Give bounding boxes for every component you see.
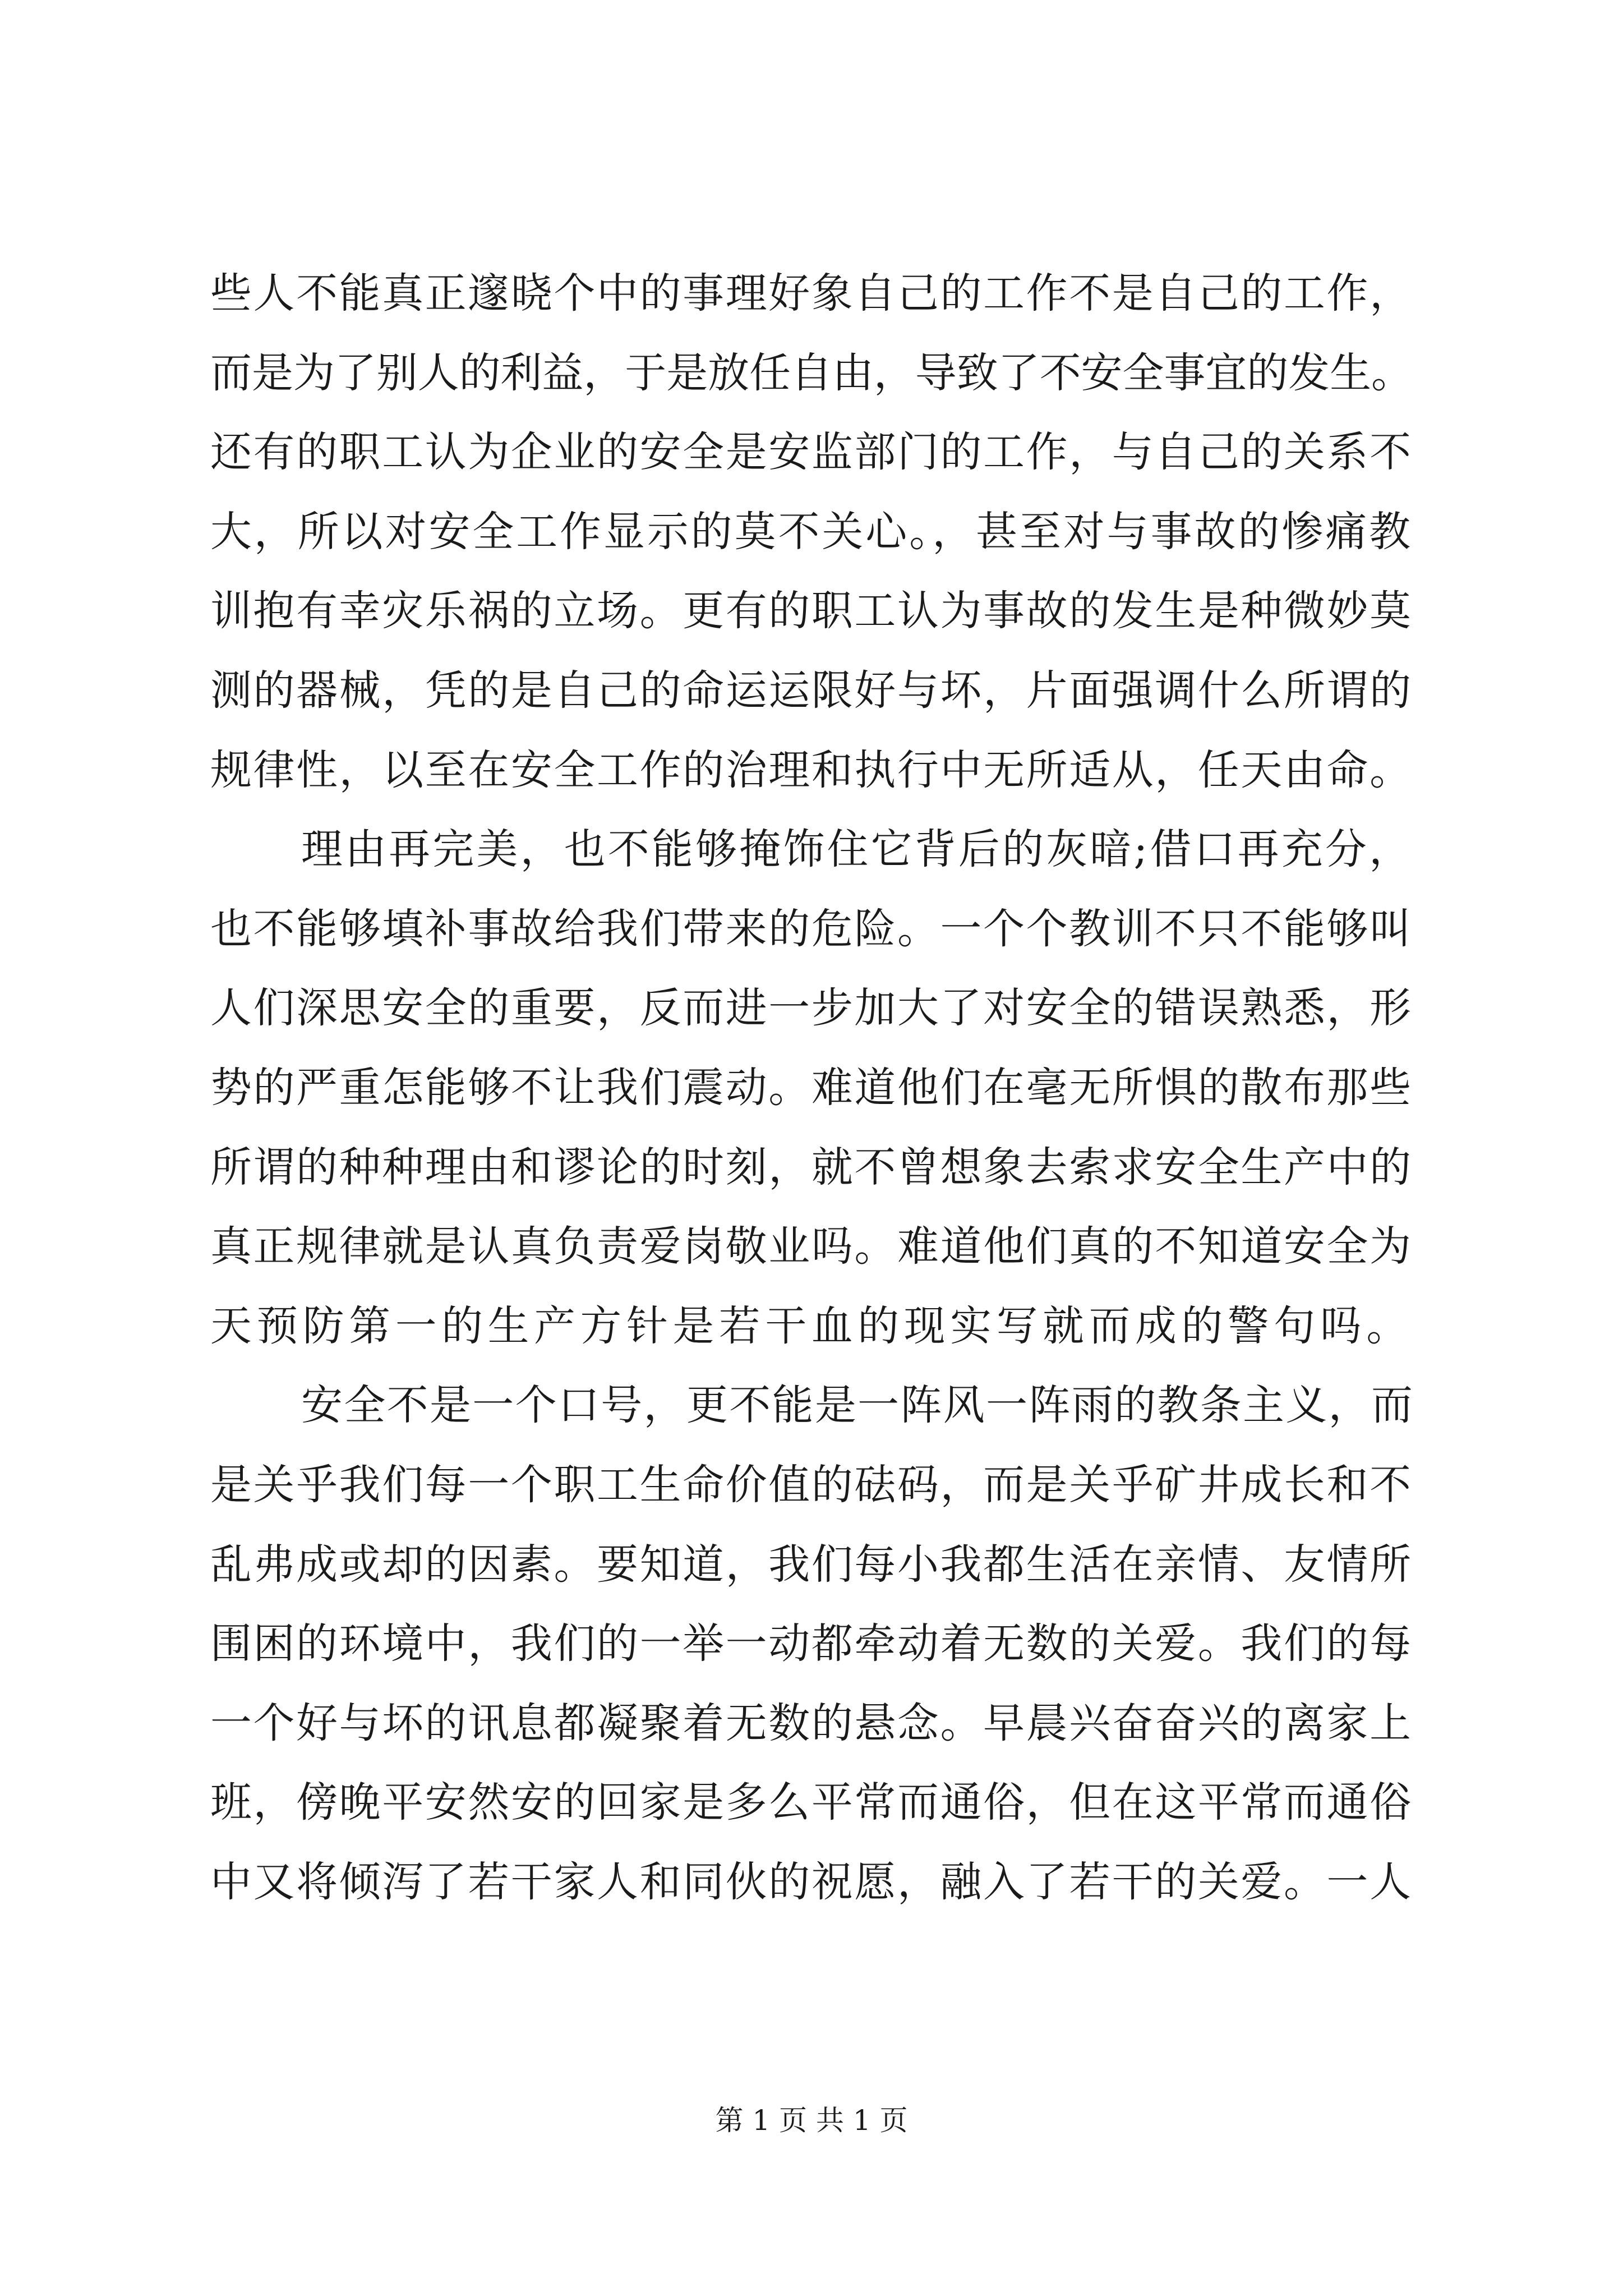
text-line: 大，所以对安全工作显示的莫不关心。，甚至对与事故的惨痛教 xyxy=(210,508,1413,556)
text-line: 还有的职工认为企业的安全是安监部门的工作，与自己的关系不 xyxy=(210,428,1413,476)
text-line: 规律性，以至在安全工作的治理和执行中无所适从，任天由命。 xyxy=(210,746,1413,794)
text-line: 安全不是一个口号，更不能是一阵风一阵雨的教条主义，而 xyxy=(301,1381,1414,1429)
text-line: 天预防第一的生产方针是若干血的现实写就而成的警句吗。 xyxy=(210,1302,1413,1350)
text-line: 乱弗成或却的因素。要知道，我们每小我都生活在亲情、友情所 xyxy=(210,1540,1413,1589)
text-line: 中又将倾泻了若干家人和同伙的祝愿，融入了若干的关爱。一人 xyxy=(210,1858,1413,1906)
text-line: 人们深思安全的重要，反而进一步加大了对安全的错误熟悉，形 xyxy=(210,984,1413,1032)
text-line: 训抱有幸灾乐祸的立场。更有的职工认为事故的发生是种微妙莫 xyxy=(210,587,1413,635)
text-line: 而是为了别人的利益，于是放任自由，导致了不安全事宜的发生。 xyxy=(210,349,1413,397)
text-line: 也不能够填补事故给我们带来的危险。一个个教训不只不能够叫 xyxy=(210,905,1413,953)
text-line: 围困的环境中，我们的一举一动都牵动着无数的关爱。我们的每 xyxy=(210,1619,1413,1668)
page-number: 第 1 页 共 1 页 xyxy=(715,2104,908,2137)
text-line: 真正规律就是认真负责爱岗敬业吗。难道他们真的不知道安全为 xyxy=(210,1222,1413,1271)
text-line: 理由再完美，也不能够掩饰住它背后的灰暗;借口再充分， xyxy=(301,825,1413,873)
text-line: 些人不能真正邃晓个中的事理好象自己的工作不是自己的工作， xyxy=(210,269,1413,318)
text-line: 是关乎我们每一个职工生命价值的砝码，而是关乎矿井成长和不 xyxy=(210,1461,1413,1509)
text-line: 势的严重怎能够不让我们震动。难道他们在毫无所惧的散布那些 xyxy=(210,1064,1413,1112)
text-line: 所谓的种种理由和谬论的时刻，就不曾想象去索求安全生产中的 xyxy=(210,1143,1413,1191)
text-line: 测的器械，凭的是自己的命运运限好与坏，片面强调什么所谓的 xyxy=(210,666,1413,715)
text-line: 班，傍晚平安然安的回家是多么平常而通俗，但在这平常而通俗 xyxy=(210,1778,1413,1826)
text-line: 一个好与坏的讯息都凝聚着无数的悬念。早晨兴奋奋兴的离家上 xyxy=(210,1699,1413,1747)
